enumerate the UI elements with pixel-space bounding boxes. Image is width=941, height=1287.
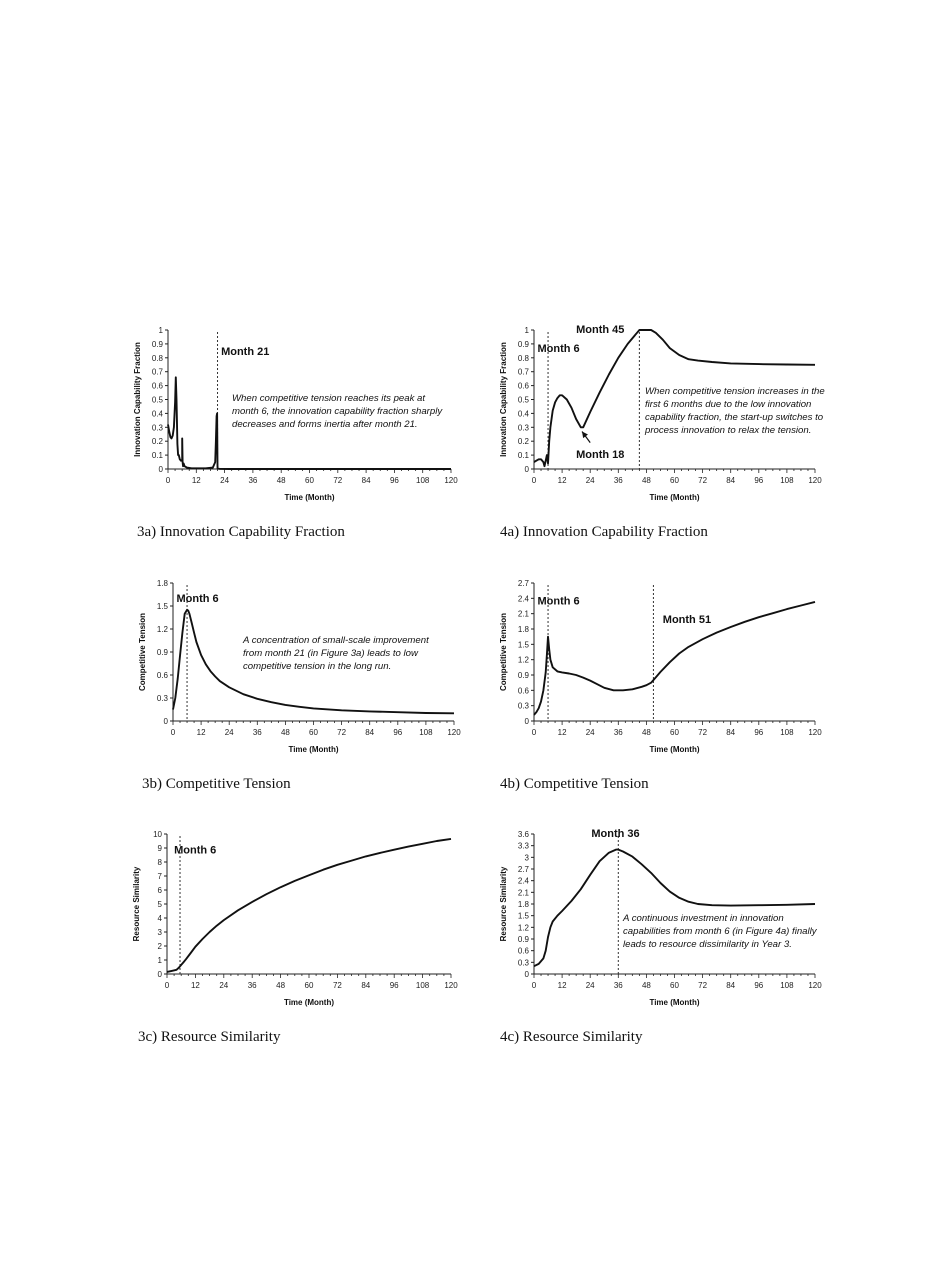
x-tick-label: 24 (224, 728, 234, 737)
y-tick-label: 0.3 (517, 958, 529, 968)
x-tick-label: 120 (447, 728, 461, 737)
x-tick-label: 48 (276, 981, 286, 990)
x-tick-label: 72 (332, 981, 342, 990)
marker-label: Month 6 (174, 844, 217, 857)
y-tick-label: 8 (157, 858, 162, 867)
x-tick-label: 120 (808, 981, 822, 990)
x-tick-label: 48 (641, 728, 651, 737)
x-tick-label: 96 (393, 728, 403, 737)
x-tick-label: 84 (361, 981, 371, 990)
x-tick-label: 108 (780, 728, 794, 737)
x-tick-label: 24 (585, 476, 595, 485)
chart-3b-caption: 3b) Competitive Tension (142, 776, 291, 792)
x-axis-label: Time (Month) (649, 745, 700, 754)
x-tick-label: 120 (444, 476, 458, 485)
x-tick-label: 36 (613, 728, 623, 737)
chart-4a-caption: 4a) Innovation Capability Fraction (500, 524, 708, 540)
y-axis-label: Resource Similarity (132, 866, 141, 942)
x-tick-label: 48 (280, 728, 290, 737)
x-tick-label: 84 (726, 728, 736, 737)
y-tick-label: 0.9 (156, 648, 168, 657)
x-axis-label: Time (Month) (649, 493, 700, 502)
x-tick-label: 48 (276, 476, 286, 485)
marker-label: Month 6 (176, 593, 219, 606)
x-tick-label: 12 (196, 728, 206, 737)
chart-3b-annotation: A concentration of small-scale improvement from month 21 (in Figure 3a) leads to low competitive tension in the long run. (243, 635, 429, 672)
x-tick-label: 36 (248, 476, 258, 485)
y-axis-label: Innovation Capability Fraction (133, 342, 142, 457)
x-tick-label: 0 (164, 981, 170, 990)
x-tick-label: 120 (444, 981, 458, 990)
y-tick-label: 0.2 (151, 437, 163, 447)
x-tick-label: 108 (780, 981, 794, 990)
x-tick-label: 0 (531, 728, 537, 737)
y-tick-label: 0.4 (151, 409, 163, 419)
y-tick-label: 3 (524, 853, 529, 863)
x-tick-label: 60 (305, 476, 314, 485)
x-tick-label: 48 (641, 981, 651, 990)
x-tick-label: 84 (365, 728, 375, 737)
x-tick-label: 0 (165, 476, 171, 485)
x-tick-label: 72 (698, 981, 708, 990)
x-tick-label: 0 (531, 476, 537, 485)
y-tick-label: 0.9 (517, 339, 529, 349)
x-tick-label: 108 (415, 981, 430, 990)
y-tick-label: 0.3 (151, 423, 163, 433)
y-tick-label: 1 (524, 326, 529, 335)
x-tick-label: 60 (304, 981, 314, 990)
y-tick-label: 1.2 (517, 655, 529, 665)
y-axis-label: Innovation Capability Fraction (499, 342, 508, 457)
y-tick-label: 0.5 (517, 395, 529, 405)
marker-label: Month 21 (221, 346, 270, 359)
y-tick-label: 1 (157, 956, 162, 965)
y-tick-label: 1.5 (517, 911, 529, 921)
y-tick-label: 0 (163, 717, 168, 726)
y-tick-label: 3.6 (517, 830, 529, 839)
x-tick-label: 12 (557, 476, 567, 485)
x-tick-label: 60 (670, 981, 679, 990)
y-tick-label: 0.2 (517, 437, 529, 447)
chart-3a-caption: 3a) Innovation Capability Fraction (137, 524, 345, 540)
y-tick-label: 0.8 (151, 353, 163, 363)
y-tick-label: 0.4 (517, 409, 529, 419)
y-tick-label: 2.4 (517, 876, 529, 886)
x-tick-label: 96 (389, 476, 399, 485)
y-tick-label: 0 (157, 970, 162, 979)
x-tick-label: 12 (190, 981, 200, 990)
x-axis-label: Time (Month) (284, 493, 335, 502)
x-tick-label: 108 (780, 476, 794, 485)
marker-label: Month 36 (591, 828, 640, 841)
x-tick-label: 120 (808, 476, 822, 485)
y-tick-label: 1.2 (517, 923, 529, 933)
y-tick-label: 1 (158, 326, 163, 335)
y-tick-label: 0.7 (517, 367, 529, 377)
x-tick-label: 24 (585, 728, 595, 737)
y-tick-label: 2.7 (517, 579, 529, 588)
x-tick-label: 84 (726, 476, 736, 485)
y-axis-label: Competitive Tension (138, 612, 147, 692)
x-tick-label: 60 (670, 476, 679, 485)
x-tick-label: 0 (170, 728, 176, 737)
x-tick-label: 0 (531, 981, 537, 990)
y-tick-label: 2.1 (517, 888, 529, 898)
x-tick-label: 96 (754, 728, 764, 737)
x-tick-label: 96 (389, 981, 399, 990)
x-tick-label: 72 (333, 476, 343, 485)
y-tick-label: 2.7 (517, 865, 529, 874)
x-tick-label: 120 (808, 728, 822, 737)
y-tick-label: 1.8 (517, 900, 529, 909)
x-tick-label: 36 (613, 981, 623, 990)
y-tick-label: 0.8 (517, 353, 529, 363)
y-tick-label: 0.9 (517, 935, 529, 944)
y-tick-label: 9 (157, 844, 162, 853)
x-tick-label: 36 (613, 476, 623, 485)
y-tick-label: 0.9 (151, 339, 163, 349)
y-tick-label: 0.6 (156, 671, 168, 680)
y-tick-label: 1.8 (517, 625, 529, 634)
x-tick-label: 72 (698, 728, 708, 737)
marker-label: Month 45 (576, 323, 625, 336)
x-tick-label: 12 (191, 476, 201, 485)
y-tick-label: 2 (157, 942, 162, 951)
y-tick-label: 1.2 (156, 625, 168, 634)
y-tick-label: 0.3 (156, 694, 168, 703)
y-axis-label: Resource Similarity (499, 866, 508, 942)
y-tick-label: 0.6 (517, 946, 529, 956)
marker-label: Month 51 (662, 613, 712, 626)
x-tick-label: 84 (726, 981, 736, 990)
chart-4c-annotation: A continuous investment in innovation capabilities from month 6 (in Figure 4a) finally leads to resource dissimilarity in Year 3. (623, 913, 817, 950)
y-tick-label: 0.3 (517, 423, 529, 433)
y-tick-label: 0.6 (517, 686, 529, 696)
x-tick-label: 12 (557, 728, 567, 737)
chart-4a-annotation: When competitive tension increases in the first 6 months due to the low innovation capability fraction, the start-up switches to process innovation to relax the tension. (645, 386, 825, 436)
y-tick-label: 2.4 (517, 594, 529, 604)
y-tick-label: 5 (157, 900, 162, 909)
chart-3a-annotation: When competitive tension reaches its peak at month 6, the innovation capability fraction sharply decreases and forms inertia after month 21. (232, 393, 443, 430)
y-tick-label: 1.8 (156, 579, 168, 588)
y-tick-label: 0.7 (151, 367, 163, 377)
y-tick-label: 0 (158, 465, 163, 474)
marker-label: Month 18 (576, 448, 625, 461)
y-tick-label: 1.5 (156, 602, 168, 611)
chart-4c-caption: 4c) Resource Similarity (500, 1029, 643, 1045)
x-tick-label: 96 (754, 981, 764, 990)
x-axis-label: Time (Month) (649, 998, 700, 1007)
y-axis-label: Competitive Tension (499, 612, 508, 692)
y-tick-label: 0 (524, 970, 529, 979)
y-tick-label: 3 (157, 928, 162, 937)
x-tick-label: 108 (416, 476, 430, 485)
y-tick-label: 1.5 (517, 640, 529, 650)
y-tick-label: 2.1 (517, 609, 529, 619)
x-tick-label: 48 (641, 476, 651, 485)
x-axis-label: Time (Month) (283, 998, 335, 1007)
x-tick-label: 36 (252, 728, 262, 737)
x-tick-label: 12 (557, 981, 567, 990)
x-tick-label: 60 (309, 728, 318, 737)
x-tick-label: 96 (754, 476, 764, 485)
y-tick-label: 4 (157, 914, 162, 923)
y-tick-label: 0 (524, 465, 529, 474)
y-tick-label: 10 (153, 830, 162, 839)
y-tick-label: 0.1 (151, 451, 163, 461)
x-tick-label: 108 (419, 728, 433, 737)
x-tick-label: 24 (585, 981, 595, 990)
y-tick-label: 0.3 (517, 701, 529, 711)
x-tick-label: 24 (219, 981, 229, 990)
y-tick-label: 0.6 (151, 381, 163, 391)
y-tick-label: 0.5 (151, 395, 163, 405)
x-tick-label: 24 (220, 476, 230, 485)
x-tick-label: 84 (361, 476, 371, 485)
x-tick-label: 36 (247, 981, 257, 990)
y-tick-label: 0.9 (517, 671, 529, 680)
x-tick-label: 72 (698, 476, 708, 485)
y-tick-label: 0.1 (517, 451, 529, 461)
y-tick-label: 0 (524, 717, 529, 726)
y-tick-label: 6 (157, 886, 162, 895)
marker-label: Month 6 (537, 595, 580, 608)
y-tick-label: 7 (157, 872, 162, 881)
y-tick-label: 3.3 (517, 841, 529, 851)
x-tick-label: 72 (337, 728, 347, 737)
chart-4b-caption: 4b) Competitive Tension (500, 776, 649, 792)
marker-label: Month 6 (537, 343, 580, 356)
x-axis-label: Time (Month) (288, 745, 339, 754)
x-tick-label: 60 (670, 728, 679, 737)
y-tick-label: 0.6 (517, 381, 529, 391)
chart-3c-caption: 3c) Resource Similarity (138, 1029, 281, 1045)
